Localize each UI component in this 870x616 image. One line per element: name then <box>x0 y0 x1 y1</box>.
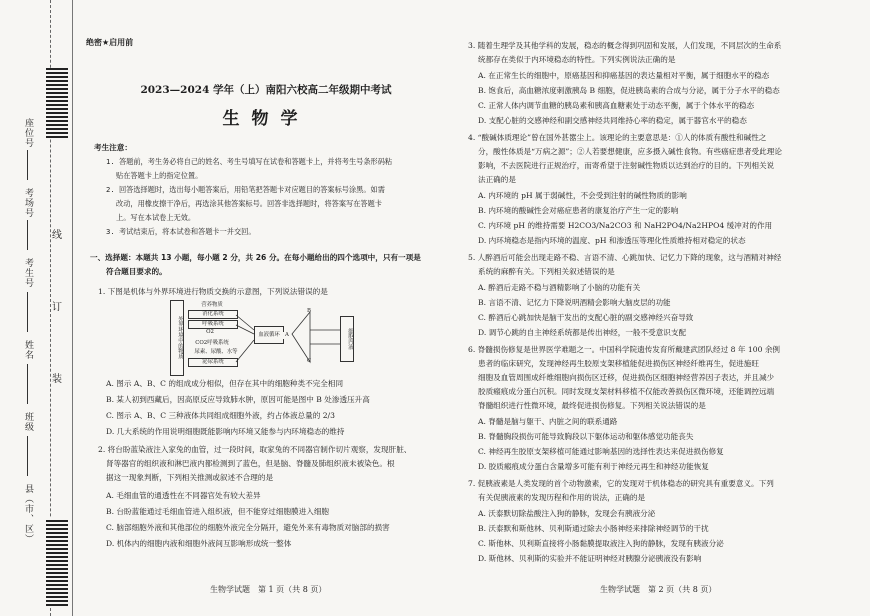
confidential-mark: 绝密★启用前 <box>86 38 134 47</box>
note-line: 改动，用橡皮擦干净后，再选涂其他答案标号。回答非选择题时，将答案写在答题卡 <box>116 199 382 208</box>
intracellular-fluid-box: 细胞内液 <box>340 316 354 362</box>
note-line: 1. 答题前，考生务必将自己的姓名、考生号填写在试卷和答题卡上，并将考生号条形码粘 <box>106 157 393 166</box>
question-stem: 1. 下图是机体与外界环境进行物质交换的示意图，下列说法错误的是 <box>98 287 328 296</box>
question-stem-cont: 胶质瘢痕成分蛋白沉积。同时发现支架材料移植不仅能改善损伤区微环境，还能调控远端 <box>478 387 775 396</box>
question-stem-cont: 细胞及血管周围成纤维细胞向损伤区迁移，促进损伤区细胞神经营养因子表达，并且减少 <box>478 373 775 382</box>
note-line: 贴在答题卡上的指定位置。 <box>116 171 203 180</box>
question-stem-cont: 脊髓组织进行性微环境，最终促进损伤修复。下列相关说法错误的是 <box>478 401 706 410</box>
respiratory-system-box: 呼吸系统 <box>188 320 238 329</box>
exam-no-label: 考生号 <box>23 258 33 288</box>
label-c: C <box>304 358 314 365</box>
option-text: A. 沃泰默切除盐酸注入狗的静脉，发现会有胰液分泌 <box>478 509 656 518</box>
label-a: A <box>282 332 292 339</box>
exam-room-label: 考场号 <box>23 188 33 218</box>
question-stem-cont: 法正确的是 <box>478 175 516 184</box>
option-text: C. 正常人体内调节血糖的胰岛素和胰高血糖素处于动态平衡，属于个体水平的稳态 <box>478 101 755 110</box>
question-stem-cont: 分，酸性体质是“万病之源”；②人若要想健康，应多摄入碱性食物。有些癌症患者受此理论 <box>478 147 782 156</box>
waste-label: 尿素、尿酸、水等 <box>186 349 246 356</box>
seal-word-pack: 装 <box>52 374 62 385</box>
option-text: D. 内环境稳态是指内环境的温度、pH 和渗透压等理化性质维持相对稳定的状态 <box>478 236 746 245</box>
option-text: C. 图示 A、B、C 三种液体共同组成细胞外液，约占体液总量的 2/3 <box>106 411 335 420</box>
option-text: A. 在正常生长的细胞中，原癌基因和抑癌基因的表达量相对平衡，属于细胞水平的稳态 <box>478 71 770 80</box>
option-text: D. 支配心脏的交感神经和副交感神经共同维持心率的稳定，属于器官水平的稳态 <box>478 116 747 125</box>
option-text: B. 脊髓胸段损伤可能导致胸段以下躯体运动和躯体感觉功能丧失 <box>478 432 694 441</box>
digestive-system-box: 消化系统 <box>188 310 238 319</box>
question-stem-cont: 有关促胰液素的发现历程和作用的说法，正确的是 <box>478 493 646 502</box>
barcode-top <box>46 68 68 138</box>
question-stem-cont: 据这一现象判断，下列相关推测或叙述不合理的是 <box>106 473 274 482</box>
seat-label: 座位号 <box>23 118 33 148</box>
question-stem: 6. 脊髓损伤修复是世界医学难题之一。中国科学院遗传发育所戴建武团队经过 8 年 100 余例 <box>468 345 781 354</box>
question-stem: 5. 人醉酒后可能会出现走路不稳、言语不清、心跳加快、记忆力下降的现象，这与酒精对神经 <box>468 253 782 262</box>
note-line: 3. 考试结束后，将本试卷和答题卡一并交回。 <box>106 227 256 236</box>
option-text: B. 言语不清、记忆力下降说明酒精会影响大脑皮层的功能 <box>478 298 671 307</box>
excretory-system-box: 泌尿系统 <box>188 358 238 367</box>
class-underline <box>27 436 28 476</box>
exam-no-underline <box>27 292 28 332</box>
option-text: A. 图示 A、B、C 的组成成分相似，但存在其中的细胞种类不完全相同 <box>106 379 344 388</box>
question-stem: 3. 随着生理学及其他学科的发展，稳态的概念得到巩固和发展，人们发现，不同层次的生命系 <box>468 41 782 50</box>
option-text: A. 内环境的 pH 属于弱碱性，不会受到注射的碱性物质的影响 <box>478 191 687 200</box>
seal-word-line: 线 <box>52 230 62 241</box>
class-label: 班级 <box>23 412 33 432</box>
option-text: B. 饱食后，高血糖浓度刺激胰岛 B 细胞，促进胰岛素的合成与分泌，属于分子水平的稳态 <box>478 86 780 95</box>
option-text: D. 胶质瘢痕成分蛋白含量增多可能有利于神经元再生和神经功能恢复 <box>478 462 709 471</box>
question-stem-cont: 患者的临床研究，发现神经再生胶原支架移植能促进损伤区神经纤维再生，促进施旺 <box>478 359 759 368</box>
option-text: B. 台盼蓝能通过毛细血管进入组织液，但不能穿过细胞膜进入细胞 <box>106 507 330 516</box>
question-stem: 2. 将台盼蓝染液注入家兔的血管，过一段时间，取家兔的不同器官制作切片观察，发现肝脏、 <box>98 445 412 454</box>
option-text: B. 某人初到西藏后，因高原反应导致肺水肿，原因可能是图中 B 处渗透压升高 <box>106 395 370 404</box>
option-text: D. 调节心跳的自主神经系统都是传出神经，一般不受意识支配 <box>478 328 687 337</box>
question-stem-cont: 肾等器官的组织液和淋巴液内都检测到了蓝色，但是脑、脊髓及肺组织液未被染色。根 <box>106 459 395 468</box>
note-line: 2. 回答选择题时，选出每小题答案后，用铅笔把答题卡对应题目的答案标号涂黑。如需 <box>106 185 385 194</box>
question-stem: 4. “酸碱体质理论”曾在国外甚嚣尘上。该理论的主要意思是：①人的体质有酸性和碱性之 <box>468 133 767 142</box>
option-text: D. 几大系统的作用说明细胞既能影响内环境又能参与内环境稳态的维持 <box>106 427 345 436</box>
label-b: B <box>304 308 314 315</box>
option-text: D. 斯他林、贝利斯的实验并不能证明神经对胰腺分泌胰液没有影响 <box>478 554 702 563</box>
option-text: C. 神经再生胶原支架移植可能通过影响基因的选择性表达来促进损伤修复 <box>478 447 724 456</box>
question-stem-cont: 系统的麻醉有关。下列相关叙述错误的是 <box>478 267 615 276</box>
option-text: B. 沃泰默和斯他林、贝利斯通过除去小肠神经来排除神经调节的干扰 <box>478 524 709 533</box>
option-text: D. 机体内的细胞内液和细胞外液间互影响形成统一整体 <box>106 539 292 548</box>
notes-heading: 考生注意： <box>94 143 132 152</box>
county-label: 县（市、区） <box>23 484 33 544</box>
barcode-bottom <box>46 518 68 606</box>
note-line: 上。写在本试卷上无效。 <box>116 213 196 222</box>
option-text: C. 脑部细胞外液和其他部位的细胞外液完全分隔开，避免外来有毒物质对脑部的损害 <box>106 523 390 532</box>
option-text: C. 斯他林、贝利斯直接将小肠黏膜提取液注入狗的静脉，发现有胰液分泌 <box>478 539 724 548</box>
exam-room-underline <box>27 220 28 250</box>
footer-right: 生物学试题 第 2 页（共 8 页） <box>600 585 717 594</box>
option-text: A. 醉酒后走路不稳与酒精影响了小脑的功能有关 <box>478 283 641 292</box>
section-heading-cont: 符合题目要求的。 <box>106 267 167 276</box>
question-stem-cont: 统都存在类似于内环境稳态的特性。下列实例说法正确的是 <box>478 55 676 64</box>
outer-environment-label: 外界环境中的物质 <box>170 300 184 376</box>
nutrients-label: 营养物质 <box>186 302 238 309</box>
blood-circulation-box: 血液循环 <box>254 326 284 344</box>
diagram-arrows <box>170 300 370 376</box>
exchange-diagram <box>170 300 370 376</box>
o2-label: O2 <box>200 329 220 336</box>
section-heading: 一、选择题：本题共 13 小题，每小题 2 分，共 26 分。在每小题给出的四个选项中，只有一项是 <box>90 253 421 262</box>
option-text: A. 脊髓是脑与躯干、内脏之间的联系通路 <box>478 417 618 426</box>
co2-label: CO2呼吸系统 <box>188 340 236 347</box>
binding-strip <box>0 0 73 616</box>
name-underline <box>27 364 28 404</box>
seal-word-bind: 订 <box>52 302 62 313</box>
question-stem-cont: 影响，不去医院进行正规治疗，而寄希望于注射碱性物质以达到治疗的目的。下列相关说 <box>478 161 775 170</box>
subject-title: 生物学 <box>222 109 310 129</box>
option-text: A. 毛细血管的通透性在不同器官处有较大差异 <box>106 491 261 500</box>
exam-title: 2023—2024 学年（上）南阳六校高二年级期中考试 <box>140 84 392 96</box>
option-text: C. 醉酒后心跳加快是脑干发出的支配心脏的副交感神经兴奋导致 <box>478 313 694 322</box>
footer-left: 生物学试题 第 1 页（共 8 页） <box>210 585 327 594</box>
right-column <box>468 0 826 616</box>
seat-underline <box>27 150 28 180</box>
name-label: 姓名 <box>23 340 33 360</box>
question-stem: 7. 促胰液素是人类发现的首个动物激素，它的发现对于机体稳态的研究具有重要意义。下列 <box>468 479 774 488</box>
option-text: C. 内环境 pH 的维持需要 H2CO3/Na2CO3 和 NaH2PO4/Na2HPO4 缓冲对的作用 <box>478 221 773 230</box>
option-text: B. 内环境的酸碱性会对癌症患者的康复治疗产生一定的影响 <box>478 206 679 215</box>
